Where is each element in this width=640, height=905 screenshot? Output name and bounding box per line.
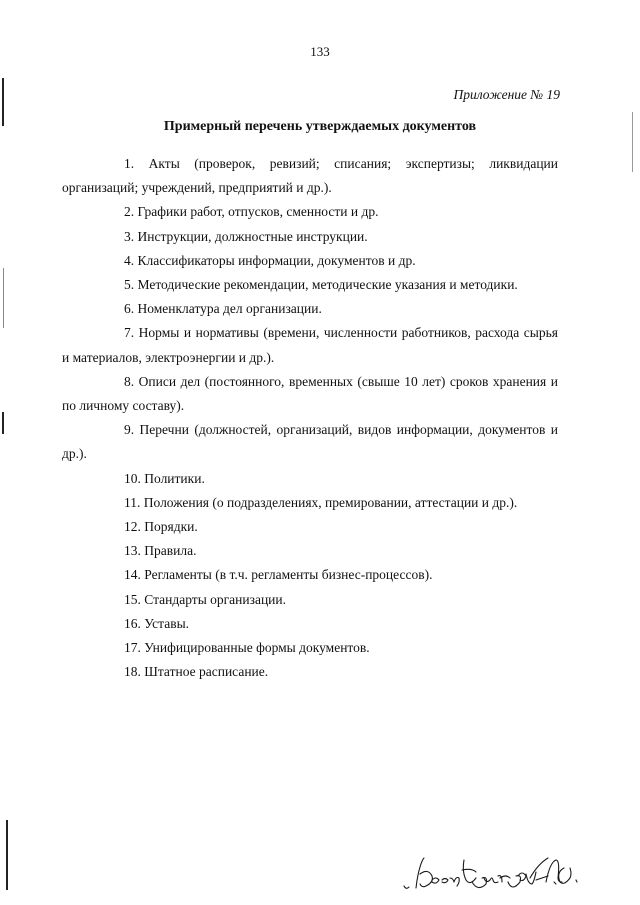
list-item: 7. Нормы и нормативы (времени, численности работников, расхода сырья и материалов, электроэнергии и др.).	[62, 325, 558, 365]
list-item: 14. Регламенты (в т.ч. регламенты бизнес-процессов).	[124, 567, 433, 583]
list-item: 18. Штатное расписание.	[124, 664, 269, 680]
scan-edge-mark	[632, 112, 633, 172]
list-item: 4. Классификаторы информации, документов и др.	[124, 252, 416, 268]
appendix-label: Приложение № 19	[453, 87, 560, 102]
list-item: 9. Перечни (должностей, организаций, видов информации, документов и др.).	[62, 422, 558, 462]
scan-edge-mark	[6, 820, 8, 890]
scan-edge-mark	[2, 412, 4, 434]
list-item: 17. Унифицированные формы документов.	[124, 640, 370, 656]
handwritten-signature	[398, 850, 598, 898]
list-item: 13. Правила.	[124, 543, 197, 559]
list-item: 6. Номенклатура дел организации.	[124, 301, 322, 317]
document-list	[62, 152, 558, 684]
page-number: 133	[310, 44, 330, 59]
list-item: 3. Инструкции, должностные инструкции.	[124, 228, 368, 244]
scan-edge-mark	[2, 78, 4, 126]
list-item: 12. Порядки.	[124, 519, 198, 535]
list-item: 11. Положения (о подразделениях, премировании, аттестации и др.).	[124, 494, 518, 510]
list-item: 16. Уставы.	[124, 615, 190, 631]
list-item: 10. Политики.	[124, 470, 205, 486]
list-item: 8. Описи дел (постоянного, временных (свыше 10 лет) сроков хранения и по личному составу).	[62, 373, 558, 414]
list-item: 2. Графики работ, отпусков, сменности и др.	[124, 204, 379, 220]
list-item: 5. Методические рекомендации, методические указания и методики.	[124, 277, 518, 293]
document-title: Примерный перечень утверждаемых документов	[163, 119, 477, 134]
list-item: 1. Акты (проверок, ревизий; списания; экспертизы; ликвидации организаций; учреждений, предприятий и др.).	[62, 156, 558, 196]
scan-edge-mark	[3, 268, 4, 328]
list-item: 15. Стандарты организации.	[124, 591, 286, 607]
